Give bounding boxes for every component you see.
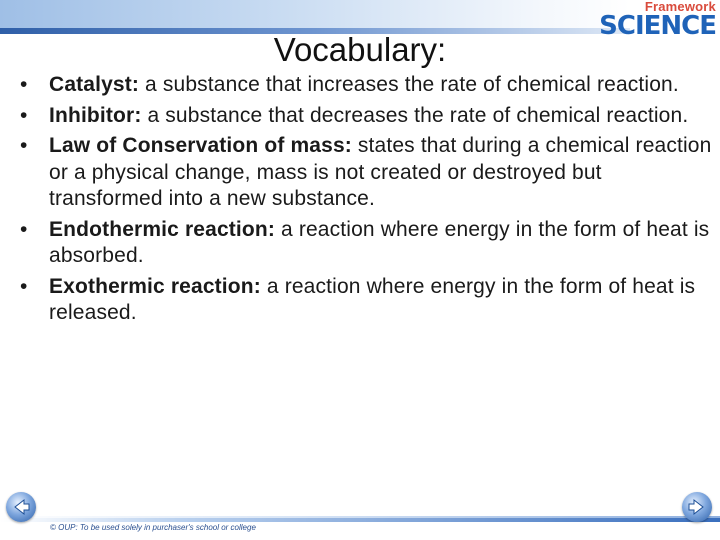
logo-science-text: SCIENCE [599, 11, 716, 41]
list-item-conservation-of-mass [20, 133, 720, 213]
previous-slide-button[interactable] [6, 492, 36, 522]
list-item-catalyst [20, 72, 720, 99]
vocabulary-list [20, 72, 720, 331]
bullet-icon: • [20, 217, 28, 241]
term-label: Catalyst: [49, 73, 140, 96]
slide-title [0, 30, 720, 70]
copyright-notice: © OUP: To be used solely in purchaser's school or college [50, 523, 256, 532]
logo-framework-text: Framework [644, 0, 716, 14]
term-label: Exothermic reaction: [49, 274, 261, 298]
next-slide-button[interactable] [682, 492, 712, 522]
definition-text: a reaction where energy in the form of heat is absorbed. [49, 217, 710, 267]
bullet-icon: • [20, 134, 28, 157]
definition-text: a substance that decreases the rate of chemical reaction. [141, 103, 689, 127]
bullet-icon: • [20, 274, 28, 298]
term-label: Law of Conservation of mass: [49, 134, 352, 157]
definition-text: states that during a chemical reaction or a physical change, mass is not created or destroyed but transformed into a new substance. [49, 134, 712, 210]
bullet-icon: • [20, 73, 28, 96]
list-item-exothermic [20, 274, 720, 327]
term-label: Endothermic reaction: [49, 217, 276, 241]
arrow-right-icon [682, 492, 712, 522]
definition-text: a reaction where energy in the form of heat is released. [49, 274, 696, 324]
arrow-left-icon [6, 492, 36, 522]
definition-text: a substance that increases the rate of chemical reaction. [139, 73, 679, 96]
footer-rule [0, 518, 720, 522]
slide-title-text: Vocabulary: [273, 31, 447, 68]
term-label: Inhibitor: [49, 103, 142, 127]
list-item-endothermic [20, 217, 720, 270]
list-item-inhibitor [20, 103, 720, 130]
bullet-icon: • [20, 103, 28, 127]
